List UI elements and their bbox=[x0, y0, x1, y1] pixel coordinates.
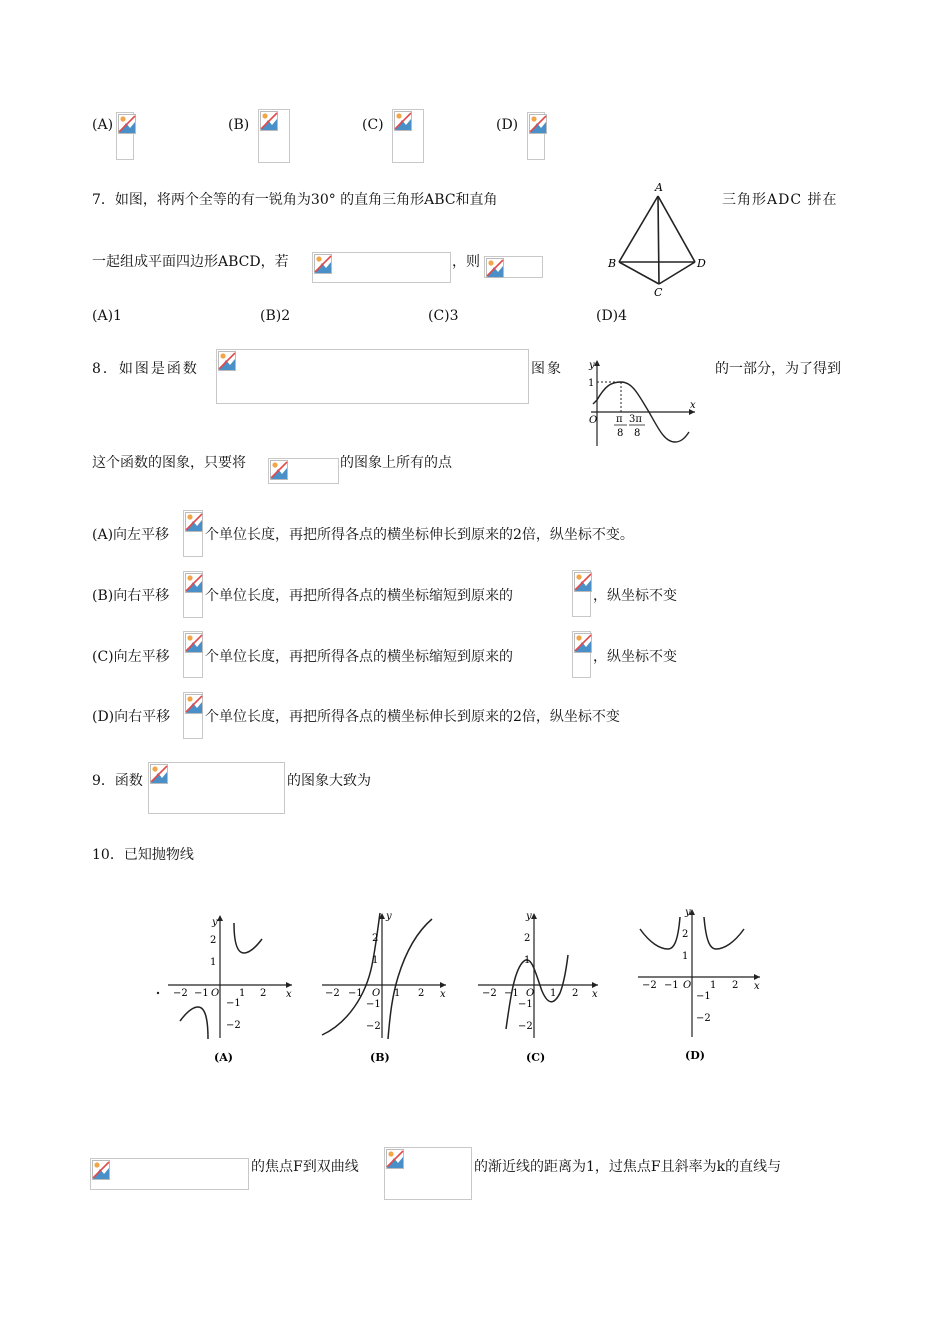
q8-option-c-image bbox=[183, 631, 203, 678]
q7-option-d: (D)4 bbox=[596, 308, 628, 324]
svg-text:2: 2 bbox=[210, 935, 217, 946]
q8-option-d-a: (D)向右平移 bbox=[92, 709, 171, 725]
q8-line2-a: 这个函数的图象，只要将 bbox=[92, 455, 246, 471]
svg-text:−2: −2 bbox=[366, 1021, 381, 1032]
q7-expression-image bbox=[484, 256, 543, 278]
q7-option-b: (B)2 bbox=[260, 308, 291, 324]
svg-text:x: x bbox=[440, 989, 446, 1000]
q8-option-c-c: ，纵坐标不变 bbox=[593, 649, 677, 665]
q8-option-b-fraction-image bbox=[572, 570, 591, 617]
svg-text:y: y bbox=[685, 907, 691, 918]
broken-image-icon bbox=[529, 114, 547, 134]
svg-text:−1: −1 bbox=[366, 999, 381, 1010]
q8-option-a-image bbox=[183, 510, 203, 557]
q9-text-a: 9．函数 bbox=[92, 773, 143, 789]
svg-text:−2: −2 bbox=[482, 988, 497, 999]
tick-one: 1 bbox=[588, 378, 595, 389]
q8-option-b-c: ，纵坐标不变 bbox=[593, 588, 677, 604]
q10-title: 10．已知抛物线 bbox=[92, 847, 194, 863]
broken-image-icon bbox=[270, 460, 288, 480]
q8-option-d-b: 个单位长度，再把所得各点的横坐标伸长到原来的2倍，纵坐标不变 bbox=[205, 709, 620, 725]
svg-text:1: 1 bbox=[524, 955, 531, 966]
svg-text:−2: −2 bbox=[226, 1020, 241, 1031]
graph-d bbox=[638, 907, 760, 1062]
q6-option-c-image bbox=[392, 109, 424, 163]
origin-label: O bbox=[589, 415, 598, 426]
q7-line2-b: ，则 bbox=[452, 254, 480, 270]
q7-option-a: (A)1 bbox=[92, 308, 122, 324]
broken-image-icon bbox=[118, 114, 136, 134]
svg-text:2: 2 bbox=[524, 933, 531, 944]
svg-text:2: 2 bbox=[682, 929, 689, 940]
q8-option-a-b: 个单位长度，再把所得各点的横坐标伸长到原来的2倍，纵坐标不变。 bbox=[205, 527, 634, 543]
q6-option-c: (C) bbox=[362, 117, 384, 133]
svg-text:1: 1 bbox=[550, 988, 557, 999]
q8-function-image bbox=[216, 349, 529, 404]
svg-text:y: y bbox=[386, 911, 392, 922]
svg-text:−2: −2 bbox=[173, 988, 188, 999]
q7-line1-right: 三角形ADC 拼在 bbox=[722, 192, 838, 208]
broken-image-icon bbox=[185, 633, 203, 653]
svg-text:x: x bbox=[754, 981, 760, 992]
q6-option-b: (B) bbox=[228, 117, 250, 133]
caption-d: (D) bbox=[685, 1049, 705, 1062]
q6-option-d: (D) bbox=[496, 117, 519, 133]
broken-image-icon bbox=[185, 512, 203, 532]
graph-c bbox=[478, 911, 598, 1064]
svg-text:−1: −1 bbox=[518, 999, 533, 1010]
q8-source-function-image bbox=[268, 458, 339, 484]
x-axis-label: x bbox=[690, 400, 696, 411]
svg-text:2: 2 bbox=[732, 980, 739, 991]
broken-image-icon bbox=[574, 633, 592, 653]
svg-text:−2: −2 bbox=[696, 1013, 711, 1024]
svg-text:2: 2 bbox=[260, 988, 267, 999]
sine-graph-figure bbox=[583, 356, 703, 454]
broken-image-icon bbox=[92, 1160, 110, 1180]
svg-text:−2: −2 bbox=[642, 980, 657, 991]
svg-text:y: y bbox=[526, 911, 532, 922]
q8-option-c-b: 个单位长度，再把所得各点的横坐标缩短到原来的 bbox=[205, 649, 513, 665]
broken-image-icon bbox=[185, 573, 203, 593]
q7-line2-a: 一起组成平面四边形ABCD，若 bbox=[92, 254, 289, 270]
svg-text:y: y bbox=[212, 917, 218, 928]
q9-function-image bbox=[148, 762, 285, 814]
svg-text:−1: −1 bbox=[226, 998, 241, 1009]
q9-text-b: 的图象大致为 bbox=[287, 773, 371, 789]
svg-text:−1: −1 bbox=[696, 991, 711, 1002]
q8-option-b-image bbox=[183, 571, 203, 618]
svg-text:O: O bbox=[683, 980, 692, 991]
broken-image-icon bbox=[314, 254, 332, 274]
q9-answer-graphs bbox=[150, 905, 790, 1070]
q10-text-b: 的渐近线的距离为1，过焦点F且斜率为k的直线与 bbox=[474, 1159, 782, 1175]
svg-text:1: 1 bbox=[239, 988, 246, 999]
q8-line1-a: 8．如图是函数 bbox=[92, 361, 199, 377]
label-d: D bbox=[697, 257, 706, 270]
svg-text:−1: −1 bbox=[664, 980, 679, 991]
q10-parabola-image bbox=[90, 1158, 249, 1190]
q7-condition-image bbox=[312, 252, 451, 283]
q7-line1-left: 7．如图，将两个全等的有一锐角为30° 的直角三角形ABC和直角 bbox=[92, 192, 498, 208]
tick-3pi: 3π bbox=[629, 414, 642, 425]
svg-text:2: 2 bbox=[572, 988, 579, 999]
q6-option-d-image bbox=[527, 112, 545, 160]
svg-text:1: 1 bbox=[394, 988, 401, 999]
q8-option-d-image bbox=[183, 692, 203, 739]
broken-image-icon bbox=[574, 572, 592, 592]
svg-text:−1: −1 bbox=[348, 988, 363, 999]
svg-text:2: 2 bbox=[418, 988, 425, 999]
q8-option-c-fraction-image bbox=[572, 631, 591, 678]
q10-text-a: 的焦点F到双曲线 bbox=[251, 1159, 359, 1175]
svg-text:−2: −2 bbox=[325, 988, 340, 999]
q8-line1-c: 的一部分，为了得到 bbox=[715, 361, 841, 377]
q8-option-a-a: (A)向左平移 bbox=[92, 527, 170, 543]
caption-a: (A) bbox=[214, 1051, 233, 1064]
broken-image-icon bbox=[260, 111, 278, 131]
q8-line1-b: 图象 bbox=[531, 361, 563, 377]
svg-text:O: O bbox=[211, 988, 220, 999]
svg-text:−1: −1 bbox=[194, 988, 209, 999]
svg-text:−1: −1 bbox=[504, 988, 519, 999]
tick-eight-1: 8 bbox=[617, 428, 624, 439]
graph-b bbox=[322, 911, 446, 1064]
svg-text:1: 1 bbox=[210, 957, 217, 968]
broken-image-icon bbox=[386, 1149, 404, 1169]
y-axis-label: y bbox=[589, 360, 595, 371]
quadrilateral-abcd-figure bbox=[605, 178, 715, 300]
broken-image-icon bbox=[394, 111, 412, 131]
broken-image-icon bbox=[150, 764, 168, 784]
tick-pi: π bbox=[616, 414, 623, 425]
q8-option-c-a: (C)向左平移 bbox=[92, 649, 170, 665]
graph-a bbox=[157, 915, 292, 1064]
caption-b: (B) bbox=[370, 1051, 390, 1064]
svg-text:x: x bbox=[286, 989, 292, 1000]
label-c: C bbox=[654, 286, 663, 299]
svg-text:O: O bbox=[526, 988, 535, 999]
svg-text:x: x bbox=[592, 989, 598, 1000]
svg-text:O: O bbox=[372, 988, 381, 999]
label-b: B bbox=[608, 257, 617, 270]
q6-option-a-image bbox=[116, 112, 134, 160]
q8-option-b-a: (B)向右平移 bbox=[92, 588, 170, 604]
q7-option-c: (C)3 bbox=[428, 308, 459, 324]
svg-text:−2: −2 bbox=[518, 1021, 533, 1032]
broken-image-icon bbox=[218, 351, 236, 371]
q8-line2-b: 的图象上所有的点 bbox=[340, 455, 452, 471]
q6-option-a: (A) bbox=[92, 117, 114, 133]
broken-image-icon bbox=[486, 258, 504, 278]
caption-c: (C) bbox=[526, 1051, 546, 1064]
tick-eight-2: 8 bbox=[634, 428, 641, 439]
svg-text:1: 1 bbox=[372, 955, 379, 966]
svg-text:1: 1 bbox=[682, 951, 689, 962]
label-a: A bbox=[655, 181, 663, 194]
svg-text:1: 1 bbox=[710, 980, 717, 991]
broken-image-icon bbox=[185, 694, 203, 714]
q8-option-b-b: 个单位长度，再把所得各点的横坐标缩短到原来的 bbox=[205, 588, 513, 604]
q6-option-b-image bbox=[258, 109, 290, 163]
q10-hyperbola-image bbox=[384, 1147, 472, 1200]
svg-text:2: 2 bbox=[372, 933, 379, 944]
